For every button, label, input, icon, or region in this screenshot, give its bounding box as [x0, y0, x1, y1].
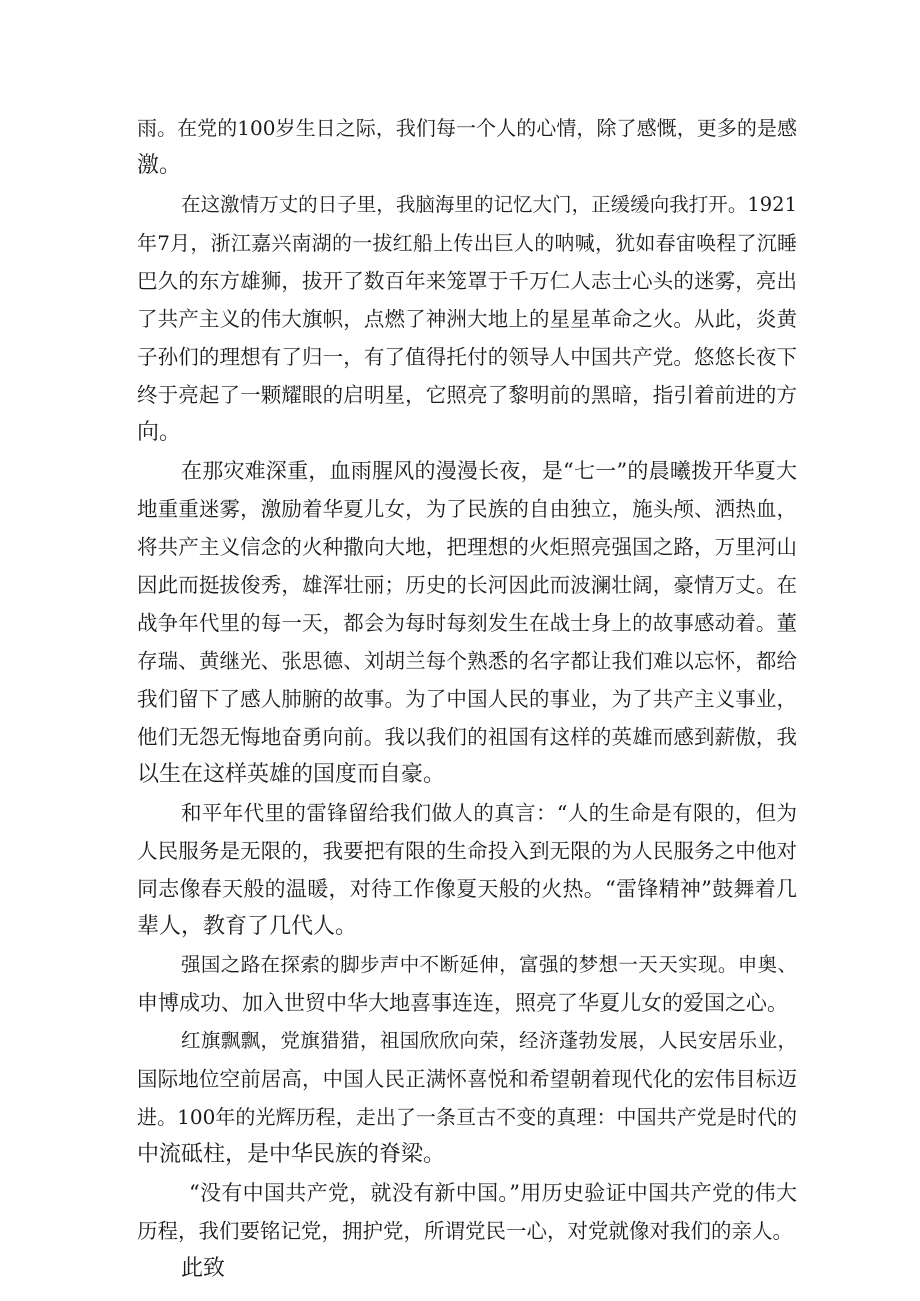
paragraph-2-line-1: 在这激情万丈的日子里，我脑海里的记忆大门，正缓缓向我打开。1921 — [181, 193, 797, 216]
paragraph-3-line-2: 地重重迷雾，激励着华夏儿女，为了民族的自由独立，施头颅、洒热血， — [137, 497, 797, 521]
paragraph-3-line-7: 我们留下了感人肺腑的故事。为了中国人民的事业，为了共产主义事业， — [137, 687, 797, 711]
paragraph-3-line-1: 在那灾难深重，血雨腥风的漫漫长夜，是“七一”的晨曦拨开华夏大 — [181, 459, 797, 483]
paragraph-7-line-2: 历程，我们要铭记党，拥护党，所谓党民一心，对党就像对我们的亲人。 — [137, 1219, 793, 1243]
paragraph-4-line-1: 和平年代里的雷锋留给我们做人的真言：“人的生命是有限的，但为 — [181, 801, 797, 825]
paragraph-5-line-2: 申博成功、加入世贸中华大地喜事连连，照亮了华夏儿女的爱国之心。 — [137, 991, 788, 1015]
paragraph-6-line-2: 国际地位空前居高，中国人民正满怀喜悦和希望朝着现代化的宏伟目标迈 — [137, 1067, 797, 1091]
closing-salutation: 此致 — [181, 1256, 226, 1281]
paragraph-2-line-7: 向。 — [137, 420, 182, 445]
paragraph-3-line-3: 将共产主义信念的火种撒向大地，把理想的火炬照亮强国之路，万里河山 — [137, 535, 797, 559]
paragraph-7-line-1: “没有中国共产党，就没有新中国。”用历史验证中国共产党的伟大 — [189, 1181, 797, 1205]
paragraph-3-line-5: 战争年代里的每一天，都会为每时每刻发生在战士身上的故事感动着。董 — [137, 611, 797, 635]
paragraph-4-line-3: 同志像春天般的温暖，对待工作像夏天般的火热。“雷锋精神”鼓舞着几 — [137, 877, 797, 901]
paragraph-2-line-3: 巴久的东方雄狮，拔开了数百年来笼罩于千万仁人志士心头的迷雾，亮出 — [137, 269, 797, 293]
paragraph-4-line-2: 人民服务是无限的，我要把有限的生命投入到无限的为人民服务之中他对 — [137, 839, 797, 863]
paragraph-1-line-2: 激。 — [137, 153, 182, 178]
paragraph-3-line-4: 因此而挺拔俊秀，雄浑壮丽；历史的长河因此而波澜壮阔，豪情万丈。在 — [137, 573, 797, 597]
paragraph-4-line-4: 辈人，教育了几代人。 — [137, 914, 358, 939]
paragraph-2-line-4: 了共产主义的伟大旗帜，点燃了神洲大地上的星星革命之火。从此，炎黄 — [137, 307, 797, 331]
paragraph-3-line-6: 存瑞、黄继光、张思德、刘胡兰每个熟悉的名字都让我们难以忘怀，都给 — [137, 649, 797, 673]
paragraph-2-line-2: 年7月，浙江嘉兴南湖的一拔红船上传出巨人的呐喊，犹如春宙唤程了沉睡 — [137, 231, 797, 255]
paragraph-6-line-4: 中流砥柱，是中华民族的脊梁。 — [137, 1142, 446, 1167]
paragraph-2-line-6: 终于亮起了一颗耀眼的启明星，它照亮了黎明前的黑暗，指引着前进的方 — [137, 383, 797, 407]
paragraph-6-line-1: 红旗飘飘，党旗猎猎，祖国欣欣向荣，经济蓬勃发展，人民安居乐业， — [181, 1029, 797, 1052]
paragraph-3-line-8: 他们无怨无悔地奋勇向前。我以我们的祖国有这样的英雄而感到薪傲，我 — [137, 725, 797, 749]
paragraph-2-line-5: 子孙们的理想有了归一，有了值得托付的领导人中国共产党。悠悠长夜下 — [137, 345, 797, 369]
paragraph-3-line-9: 以生在这样英雄的国度而自豪。 — [137, 762, 446, 787]
paragraph-6-line-3: 进。100年的光辉历程，走出了一条亘古不变的真理：中国共产党是时代的 — [137, 1105, 797, 1129]
paragraph-1-line-1: 雨。在党的100岁生日之际，我们每一个人的心情，除了感慨，更多的是感 — [137, 116, 797, 140]
paragraph-5-line-1: 强国之路在探索的脚步声中不断延伸，富强的梦想一天天实现。申奥、 — [181, 953, 797, 976]
